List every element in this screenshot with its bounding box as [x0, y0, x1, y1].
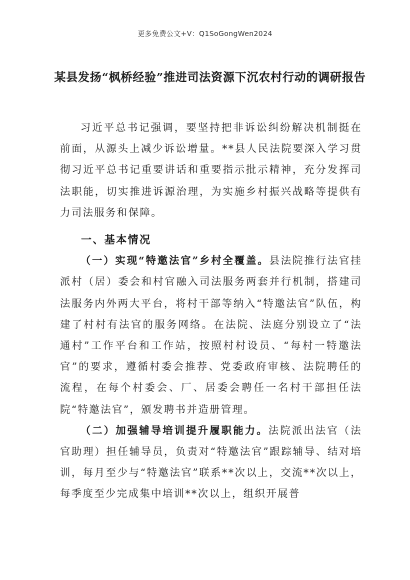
document-title: 某县发扬“枫桥经验”推进司法资源下沉农村行动的调研报告: [54, 70, 366, 84]
sub-text-2: 法院派出法官（法官助理）担任辅导员，负责对“特邀法官”跟踪辅导、结对培训，每月至少与“特邀法官”联系**次以上，交流**次以上，每季度至少完成集中培训**次以上，组织开展普: [60, 425, 362, 501]
sub-text-1: 县法院推行法官挂派村（居）委会和村官融入司法服务两套并行机制，搭建司法服务内外两大平台，将村干部等纳入“特邀法官”队伍，构建了村村有法官的服务网络。在法院、法庭分别设立了“法通村”工作平台和工作站，按照村村设员、“每村一特邀法官”的要求，遵循村委会推荐、党委政府审核、法院聘任的流程，在每个村委会、厂、居委会聘任一名村干部担任法院“特邀法官”，颁发聘书并造册管理。: [60, 256, 362, 416]
document-body: [60, 118, 362, 506]
intro-paragraph: 习近平总书记强调，要坚持把非诉讼纠纷解决机制挺在前面，从源头上减少诉讼增量。**县人民法院要深入学习贯彻习近平总书记重要讲话和重要指示批示精神，充分发挥司法职能，切实推进诉源治理，为实施乡村振兴战略等提供有力司法服务和保障。: [60, 123, 362, 219]
sub-paragraph-2: [60, 421, 362, 506]
sub-heading-1: （一）实现“特邀法官”乡村全覆盖。: [80, 255, 270, 268]
sub-paragraph-1: [60, 251, 362, 421]
header-note: 更多免费公文+V：Q1SoGongWen2024: [137, 30, 273, 38]
sub-heading-2: （二）加强辅导培训提升履职能力。: [80, 424, 269, 437]
section-heading-basic: 一、基本情况: [81, 234, 152, 247]
